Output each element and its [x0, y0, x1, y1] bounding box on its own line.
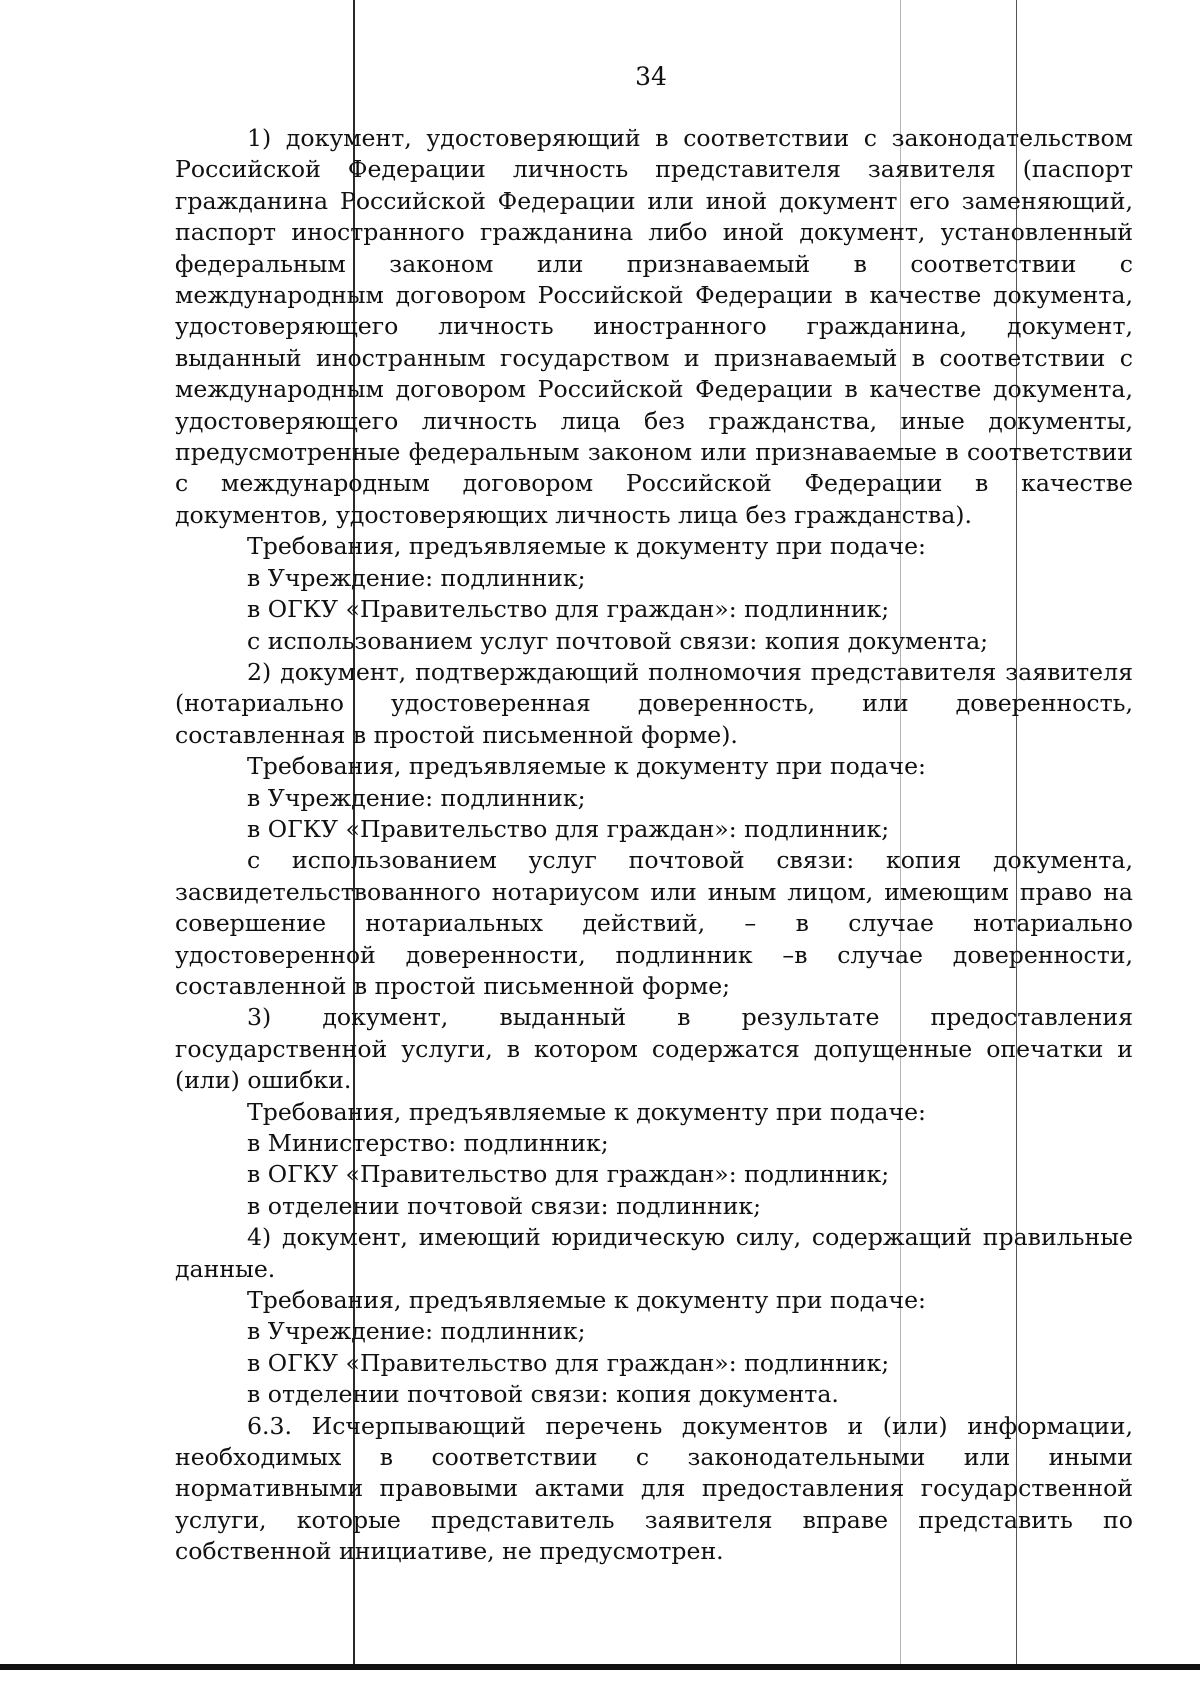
- requirement-line: с использованием услуг почтовой связи: копия документа, засвидетельствованного нотариусом или иным лицом, имеющим право на совершение нотариальных действий, – в случае нотариально удостоверенной доверенности, подлинник –в случае доверенности, составленной в простой письменной форме;: [175, 846, 1133, 1000]
- requirements-heading: Требования, предъявляемые к документу при подаче:: [247, 1097, 926, 1126]
- requirement-line: в Учреждение: подлинник;: [247, 1317, 586, 1346]
- paragraph-item-2: 2) документ, подтверждающий полномочия представителя заявителя (нотариально удостоверенная доверенность, или доверенность, составленная в простой письменной форме).: [175, 657, 1133, 749]
- requirement-line: в ОГКУ «Правительство для граждан»: подлинник;: [247, 1348, 890, 1377]
- paragraph-item-4: 4) документ, имеющий юридическую силу, содержащий правильные данные.: [175, 1223, 1133, 1283]
- paragraph-section-6-3: 6.3. Исчерпывающий перечень документов и (или) информации, необходимых в соответствии с законодательными или иными нормативными правовыми актами для предоставления государственной услуги, которые представитель заявителя вправе представить по собственной инициативе, не предусмотрен.: [175, 1411, 1133, 1566]
- requirement-line: в Учреждение: подлинник;: [247, 563, 586, 592]
- requirement-line: в отделении почтовой связи: копия документа.: [247, 1380, 839, 1409]
- requirement-line: в ОГКУ «Правительство для граждан»: подлинник;: [247, 814, 890, 843]
- requirements-heading: Требования, предъявляемые к документу при подаче:: [247, 532, 926, 561]
- document-body: [175, 123, 1133, 1568]
- paragraph-item-3: 3) документ, выданный в результате предоставления государственной услуги, в котором содержатся допущенные опечатки и (или) ошибки.: [175, 1003, 1133, 1095]
- paragraph-item-1: 1) документ, удостоверяющий в соответствии с законодательством Российской Федерации личность представителя заявителя (паспорт гражданина Российской Федерации или иной документ его заменяющий, паспорт иностранного гражданина либо иной документ, установленный федеральным законом или признаваемый в соответствии с международным договором Российской Федерации в качестве документа, удостоверяющего личность иностранного гражданина, документ, выданный иностранным государством и признаваемый в соответствии с международным договором Российской Федерации в качестве документа, удостоверяющего личность лица без гражданства, иные документы, предусмотренные федеральным законом или признаваемые в соответствии с международным договором Российской Федерации в качестве документов, удостоверяющих личность лица без гражданства).: [175, 124, 1133, 529]
- requirements-heading: Требования, предъявляемые к документу при подаче:: [247, 752, 926, 781]
- requirement-line: в отделении почтовой связи: подлинник;: [247, 1191, 762, 1220]
- page-number: 34: [635, 62, 667, 91]
- requirement-line: в ОГКУ «Правительство для граждан»: подлинник;: [247, 1160, 890, 1189]
- requirement-line: с использованием услуг почтовой связи: копия документа;: [247, 626, 989, 655]
- scan-artifact-line-bottom: [0, 1664, 1200, 1670]
- requirement-line: в Министерство: подлинник;: [247, 1129, 609, 1157]
- requirement-line: в ОГКУ «Правительство для граждан»: подлинник;: [247, 595, 890, 624]
- requirement-line: в Учреждение: подлинник;: [247, 783, 586, 812]
- requirements-heading: Требования, предъявляемые к документу при подаче:: [247, 1286, 926, 1315]
